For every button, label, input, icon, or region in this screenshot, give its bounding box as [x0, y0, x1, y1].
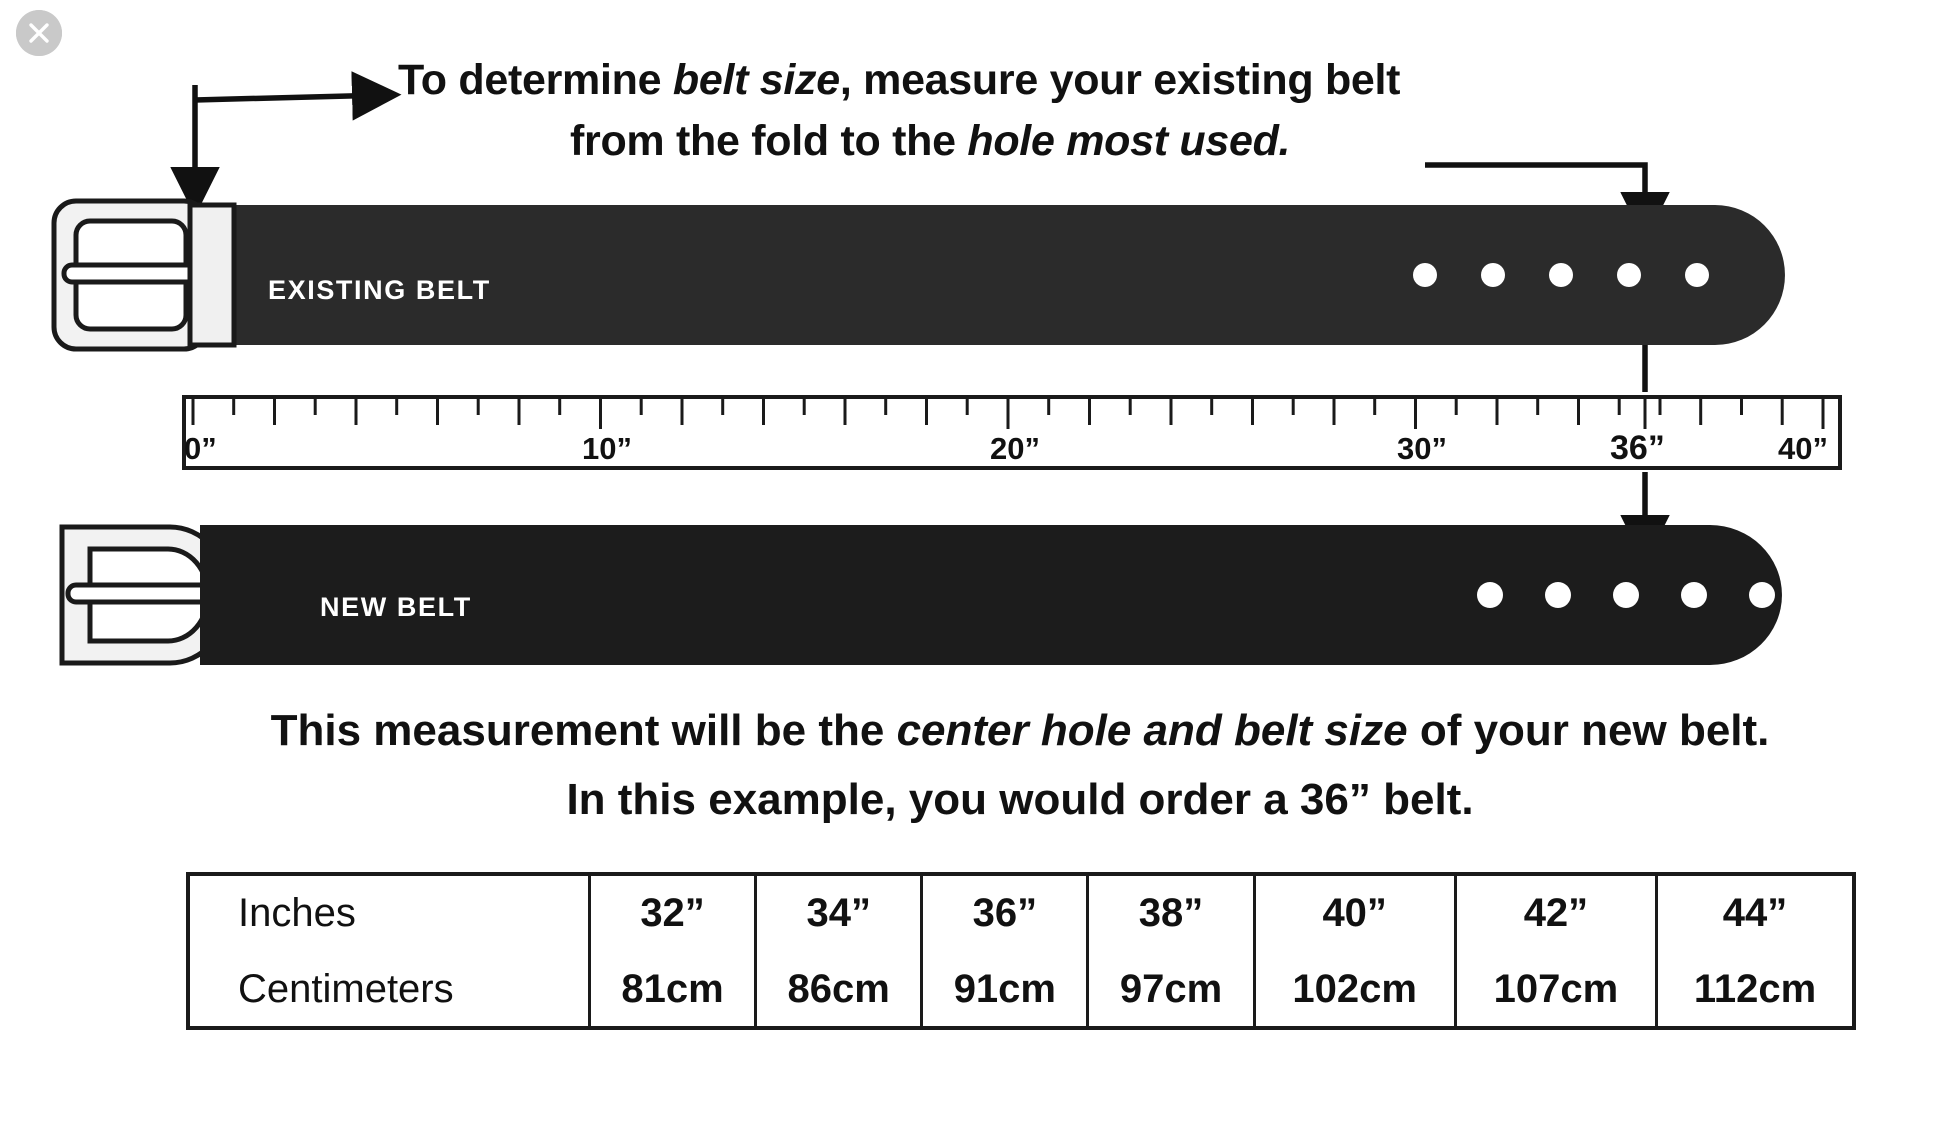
belt-hole	[1549, 263, 1573, 287]
belt-hole-center	[1613, 582, 1639, 608]
cell-cm-6: 112cm	[1657, 953, 1852, 1026]
table-row-inches	[190, 876, 1852, 953]
size-conversion-table	[186, 872, 1856, 1030]
cell-cm-5: 107cm	[1455, 953, 1656, 1026]
cell-inches-5: 42”	[1455, 876, 1656, 953]
cell-inches-6: 44”	[1657, 876, 1852, 953]
cell-inches-1: 34”	[756, 876, 922, 953]
ruler-tick-40: 40”	[1778, 431, 1828, 466]
instruction-line-2	[570, 117, 1290, 166]
ruler-tick-20: 20”	[990, 431, 1040, 466]
ruler	[182, 395, 1842, 470]
arrow-to-instruction	[195, 95, 385, 100]
belt-hole	[1545, 582, 1571, 608]
cell-cm-3: 97cm	[1088, 953, 1254, 1026]
emphasis-text: belt size	[672, 56, 840, 104]
cell-cm-0: 81cm	[590, 953, 756, 1026]
instruction-line-1	[398, 56, 1400, 105]
ruler-tick-36: 36”	[1610, 429, 1665, 467]
emphasis-text: hole most used.	[967, 117, 1291, 165]
table-row-centimeters	[190, 953, 1852, 1026]
emphasis-text: center hole and belt size	[896, 706, 1408, 755]
belt-hole	[1749, 582, 1775, 608]
cell-inches-2: 36”	[922, 876, 1088, 953]
belt-hole	[1617, 263, 1641, 287]
ruler-tick-0: 0”	[184, 431, 217, 466]
belt-hole-used	[1685, 263, 1709, 287]
belt-hole	[1481, 263, 1505, 287]
cell-inches-3: 38”	[1088, 876, 1254, 953]
cell-cm-4: 102cm	[1254, 953, 1455, 1026]
ruler-tick-30: 30”	[1397, 431, 1447, 466]
instruction-line-1-text: To determine belt size, measure your existing belt	[398, 56, 1401, 104]
instruction-line-2-text: from the fold to the hole most used.	[570, 117, 1291, 165]
cell-cm-2: 91cm	[922, 953, 1088, 1026]
ruler-tick-10: 10”	[582, 431, 632, 466]
belt-hole	[1477, 582, 1503, 608]
belt-hole	[1413, 263, 1437, 287]
result-line-1-text: This measurement will be the center hole and belt size of your new belt.	[270, 706, 1770, 755]
row-label-inches: Inches	[238, 890, 356, 935]
cell-inches-0: 32”	[590, 876, 756, 953]
new-belt-label: NEW BELT	[320, 592, 472, 622]
row-label-centimeters: Centimeters	[238, 966, 454, 1011]
result-line-2: In this example, you would order a 36” belt.	[566, 775, 1474, 824]
cell-inches-4: 40”	[1254, 876, 1455, 953]
belt-hole	[1681, 582, 1707, 608]
cell-cm-1: 86cm	[756, 953, 922, 1026]
existing-belt-label: EXISTING BELT	[268, 275, 491, 305]
result-line-1	[186, 706, 1854, 756]
